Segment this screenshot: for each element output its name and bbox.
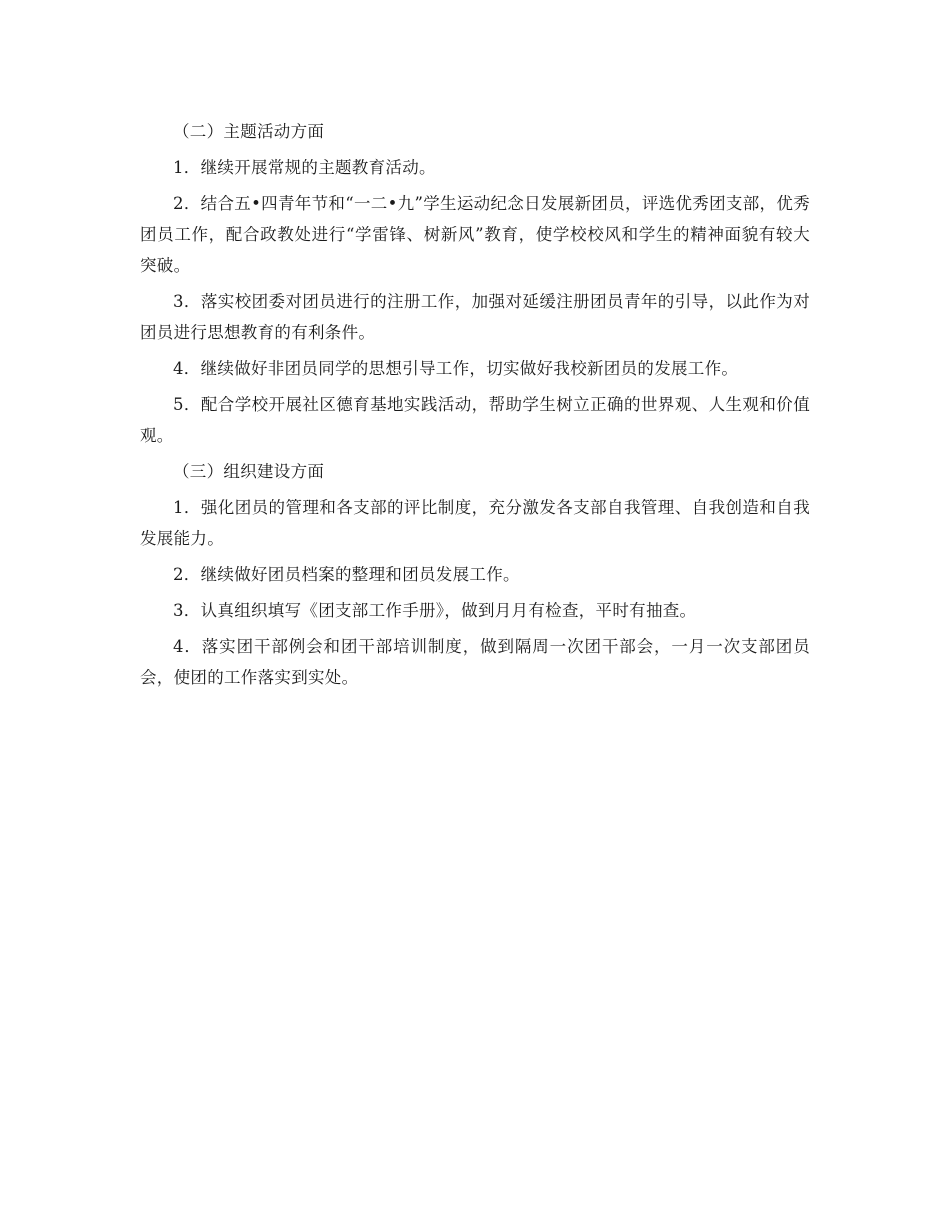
paragraph-item: 4．落实团干部例会和团干部培训制度，做到隔周一次团干部会，一月一次支部团员会，使团的工作落实到实处。 [140,637,810,687]
paragraph-item: 2．结合五•四青年节和“一二•九”学生运动纪念日发展新团员，评选优秀团支部，优秀团员工作，配合政教处进行“学雷锋、树新风”教育，使学校校风和学生的精神面貌有较大突破。 [140,194,810,275]
section-heading-organization: （三）组织建设方面 [173,462,325,481]
section-heading-theme-activities: （二）主题活动方面 [173,122,325,141]
paragraph-item: 3．认真组织填写《团支部工作手册》，做到月月有检查，平时有抽查。 [173,601,697,620]
paragraph-item: 1．继续开展常规的主题教育活动。 [173,158,436,177]
paragraph-item: 3．落实校团委对团员进行的注册工作，加强对延缓注册团员青年的引导，以此作为对团员进行思想教育的有利条件。 [140,292,810,342]
paragraph-item: 4．继续做好非团员同学的思想引导工作，切实做好我校新团员的发展工作。 [173,359,739,378]
paragraph-item: 5．配合学校开展社区德育基地实践活动，帮助学生树立正确的世界观、人生观和价值观。 [140,395,810,445]
document-body [140,116,810,698]
paragraph-item: 1．强化团员的管理和各支部的评比制度，充分激发各支部自我管理、自我创造和自我发展能力。 [140,498,810,548]
paragraph-item: 2．继续做好团员档案的整理和团员发展工作。 [173,565,520,584]
